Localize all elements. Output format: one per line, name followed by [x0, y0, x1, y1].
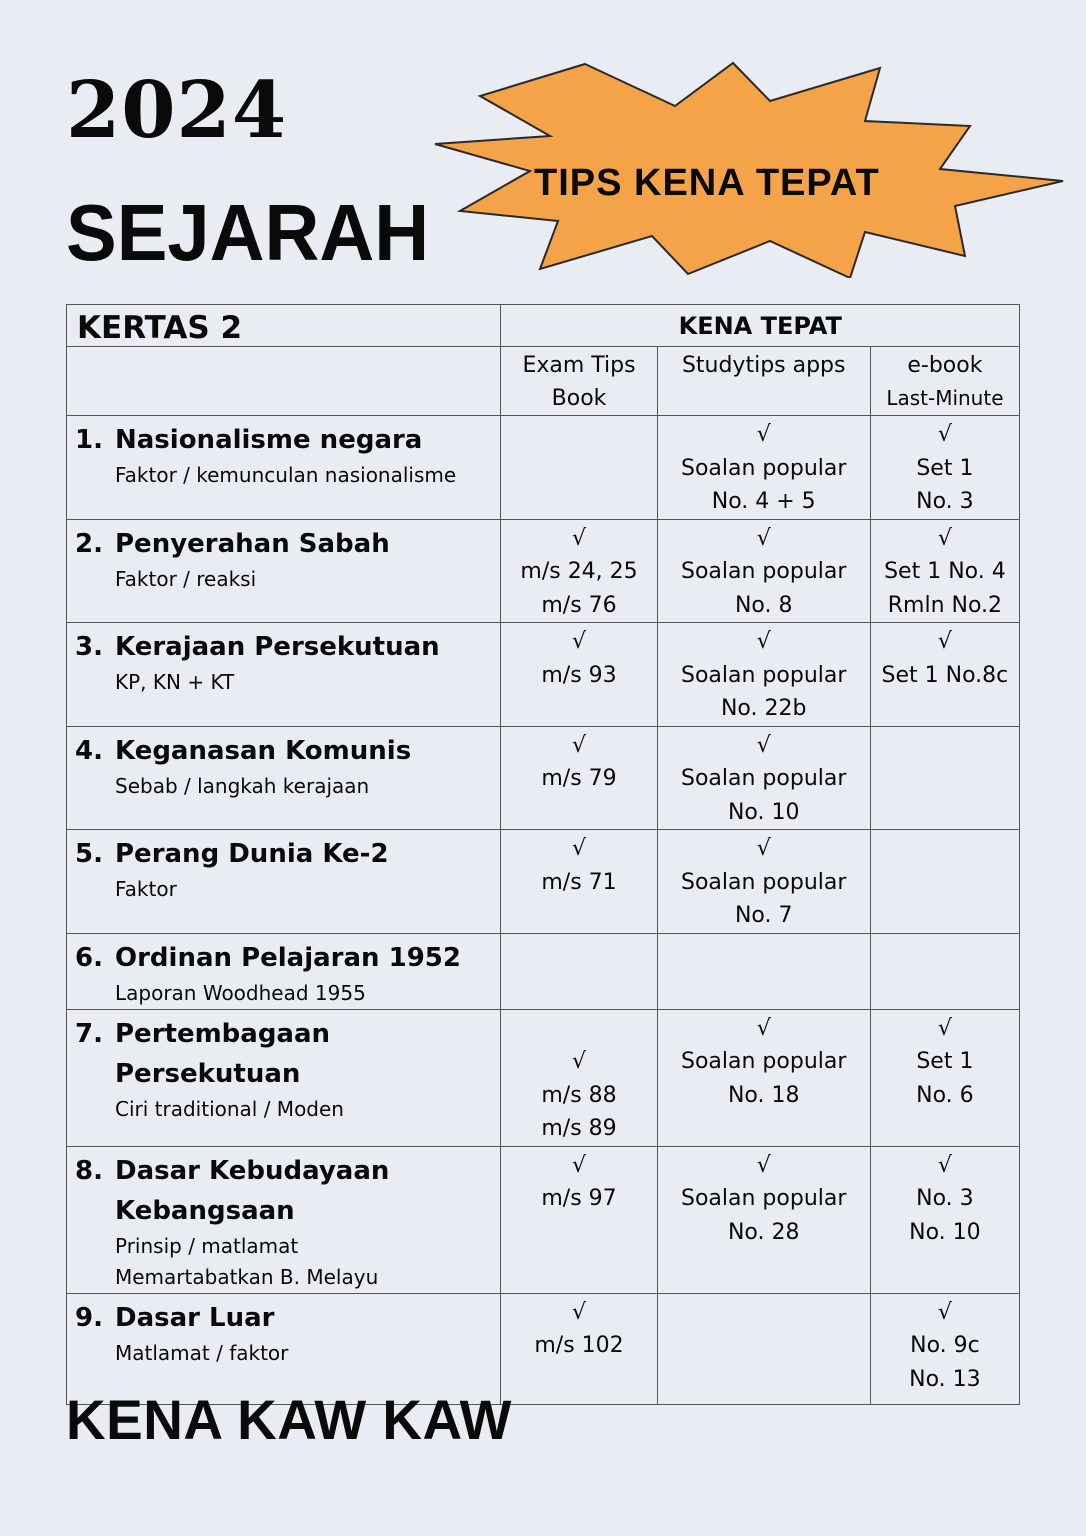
topic-title-text: Penyerahan Sabah [115, 528, 390, 559]
studytips-cell [657, 726, 870, 830]
cell-line: No. 10 [727, 799, 800, 825]
cell-line: Soalan popular [681, 1049, 847, 1074]
topic-number: 1. [75, 425, 103, 455]
topic-number: 5. [75, 839, 103, 869]
topic-subtitle: Ciri traditional / Moden [115, 1096, 344, 1121]
topic-cell [67, 1146, 501, 1293]
cell-line: No. 22b [720, 696, 807, 721]
column-header-line: Studytips apps [681, 353, 846, 378]
topic-subtitle: KP, KN + KT [115, 670, 235, 694]
ebook-cell [870, 726, 1019, 830]
cell-line: Set 1 [916, 1049, 974, 1074]
topic-title [75, 938, 500, 978]
cell-line: √ [756, 629, 771, 654]
subject-title: SEJARAH [66, 188, 430, 277]
cell-line: √ [937, 1015, 952, 1041]
topic-title-text: Perang Dunia Ke-2 [115, 839, 389, 869]
topic-title [75, 627, 500, 667]
ebook-cell [870, 623, 1019, 727]
topic-title-text: Kebangsaan [115, 1195, 295, 1226]
column-header-studytips [657, 347, 870, 416]
year-title: 2024 [66, 65, 288, 156]
cell-line: √ [756, 525, 771, 551]
table-row [67, 830, 1020, 934]
column-header-line: Book [551, 386, 607, 411]
topic-title-text: Dasar Kebudayaan [115, 1155, 390, 1186]
topic-subtitle: Memartabatkan B. Melayu [115, 1264, 379, 1289]
topic-title [75, 1151, 500, 1191]
empty-header-cell [67, 347, 501, 416]
topic-title-text: Pertembagaan Persekutuan [115, 1018, 331, 1089]
exam-tips-cell [501, 416, 657, 520]
topic-subtitle: Sebab / langkah kerajaan [115, 773, 370, 798]
exam-tips-cell [501, 1009, 657, 1146]
cell-line: m/s 102 [534, 1333, 624, 1358]
cell-line: No. 3 [916, 1186, 974, 1211]
topic-cell [67, 830, 501, 934]
topic-title [75, 1298, 500, 1338]
cell-line: √ [937, 1299, 952, 1325]
topic-number: 7. [75, 1018, 103, 1049]
table-row [67, 933, 1020, 1009]
table-row [67, 519, 1020, 623]
cell-line: m/s 76 [541, 592, 617, 618]
topic-cell [67, 726, 501, 830]
topic-subtitle: Faktor / reaksi [115, 566, 257, 591]
burst-label: TIPS KENA TEPAT [534, 162, 880, 204]
cell-line: No. 8 [734, 592, 793, 618]
cell-line: √ [572, 525, 587, 551]
topic-subtitle: Laporan Woodhead 1955 [115, 980, 366, 1005]
ebook-cell [870, 933, 1019, 1009]
cell-line: Soalan popular [681, 662, 847, 688]
cell-line: m/s 24, 25 [520, 559, 638, 584]
topic-title [75, 1014, 500, 1094]
topic-title-text: Keganasan Komunis [115, 735, 412, 766]
cell-line [501, 1012, 656, 1046]
studytips-cell [657, 416, 870, 520]
exam-tips-cell [501, 1146, 657, 1293]
cell-line: Soalan popular [681, 455, 847, 481]
studytips-cell [657, 1146, 870, 1293]
column-header-line: Exam Tips [522, 353, 636, 378]
ebook-cell [870, 830, 1019, 934]
table-row [67, 623, 1020, 727]
exam-tips-cell [501, 933, 657, 1009]
ebook-cell [870, 416, 1019, 520]
topics-table [66, 304, 1020, 1405]
studytips-cell [657, 1293, 870, 1404]
table-row [67, 416, 1020, 520]
exam-tips-cell [501, 623, 657, 727]
ebook-cell [870, 1293, 1019, 1404]
topic-number [75, 1191, 115, 1231]
topic-title [75, 420, 500, 460]
table-header-row [67, 305, 1020, 347]
cell-line: m/s 93 [541, 662, 617, 688]
cell-line: √ [937, 1152, 952, 1178]
cell-line: √ [937, 422, 952, 447]
cell-line: √ [572, 836, 587, 861]
topic-title [75, 1191, 500, 1231]
topic-number: 6. [75, 942, 103, 973]
cell-line: No. 7 [734, 903, 793, 928]
topic-title [75, 834, 500, 874]
cell-line: √ [572, 1049, 587, 1074]
topic-title [75, 524, 500, 564]
topic-subtitle: Faktor [115, 877, 177, 901]
topic-subtitle: Prinsip / matlamat [115, 1233, 299, 1258]
cell-line: √ [572, 1299, 587, 1325]
topic-cell [67, 623, 501, 727]
topic-cell [67, 933, 501, 1009]
studytips-cell [657, 1009, 870, 1146]
exam-tips-cell [501, 830, 657, 934]
cell-line: No. 28 [727, 1219, 800, 1245]
cell-line: m/s 88 [541, 1082, 617, 1108]
cell-line: √ [572, 629, 587, 654]
footer-slogan: KENA KAW KAW [66, 1388, 512, 1451]
cell-line: No. 10 [909, 1219, 981, 1245]
topic-number: 8. [75, 1155, 103, 1186]
table-row [67, 726, 1020, 830]
topic-title-text: Nasionalisme negara [115, 425, 423, 455]
topic-cell [67, 1009, 501, 1146]
ebook-cell [870, 519, 1019, 623]
topic-title-text: Dasar Luar [115, 1302, 275, 1333]
cell-line: Set 1 [916, 455, 974, 481]
exam-tips-cell [501, 726, 657, 830]
group-label: KENA TEPAT [501, 305, 1020, 347]
cell-line: √ [572, 1152, 587, 1178]
studytips-cell [657, 933, 870, 1009]
ebook-cell [870, 1009, 1019, 1146]
ebook-cell [870, 1146, 1019, 1293]
topic-title-text: Kerajaan Persekutuan [115, 632, 440, 662]
cell-line: Soalan popular [681, 766, 847, 791]
cell-line: m/s 89 [541, 1116, 617, 1141]
table-row [67, 1009, 1020, 1146]
cell-line: No. 3 [916, 489, 974, 514]
topic-number: 2. [75, 528, 103, 559]
exam-tips-cell [501, 519, 657, 623]
topic-cell [67, 416, 501, 520]
topic-number: 4. [75, 735, 103, 766]
cell-line: Soalan popular [681, 559, 847, 584]
cell-line: √ [572, 732, 587, 758]
cell-line: m/s 71 [541, 869, 617, 895]
cell-line: No. 18 [727, 1082, 800, 1108]
cell-line: No. 13 [909, 1366, 981, 1392]
paper-label: KERTAS 2 [67, 305, 501, 347]
table-row [67, 1146, 1020, 1293]
column-header-line: e-book [907, 353, 983, 378]
cell-line: Set 1 No. 4 [884, 559, 1006, 584]
cell-line: √ [756, 732, 771, 758]
topic-subtitle: Matlamat / faktor [115, 1340, 289, 1365]
cell-line: √ [756, 422, 771, 447]
studytips-cell [657, 623, 870, 727]
column-header-row [67, 347, 1020, 416]
cell-line: Set 1 No.8c [881, 662, 1009, 688]
topic-subtitle: Faktor / kemunculan nasionalisme [115, 463, 457, 487]
cell-line: √ [937, 629, 952, 654]
cell-line: m/s 97 [541, 1186, 617, 1211]
cell-line: √ [756, 836, 771, 861]
cell-line: √ [756, 1152, 771, 1178]
exam-tips-cell [501, 1293, 657, 1404]
topic-title-text: Ordinan Pelajaran 1952 [115, 942, 461, 973]
cell-line: No. 9c [910, 1333, 980, 1358]
cell-line: √ [937, 525, 952, 551]
studytips-cell [657, 519, 870, 623]
column-header-ebook [870, 347, 1019, 416]
cell-line: √ [756, 1015, 771, 1041]
cell-line: Soalan popular [681, 1186, 847, 1211]
topic-number: 9. [75, 1302, 103, 1333]
cell-line: No. 6 [916, 1082, 974, 1108]
cell-line: No. 4 + 5 [711, 489, 816, 514]
topic-cell [67, 519, 501, 623]
studytips-cell [657, 830, 870, 934]
cell-line: Rmln No.2 [887, 592, 1003, 618]
topic-title [75, 731, 500, 771]
column-header-line: Last-Minute [886, 386, 1004, 410]
column-header-exam-tips [501, 347, 657, 416]
cell-line: m/s 79 [541, 766, 617, 791]
cell-line: Soalan popular [681, 869, 847, 895]
topic-number: 3. [75, 632, 103, 662]
